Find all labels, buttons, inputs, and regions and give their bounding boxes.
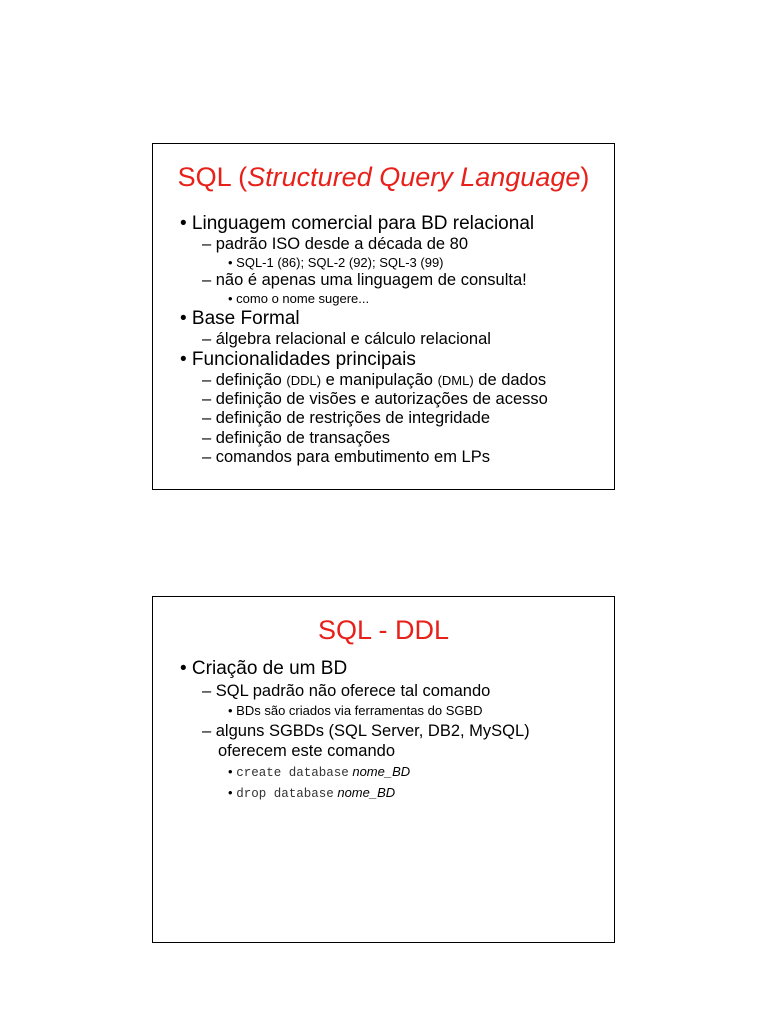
subsub-sql-versions: • SQL-1 (86); SQL-2 (92); SQL-3 (99) <box>228 255 444 270</box>
sub-restricoes-integridade: – definição de restrições de integridade <box>202 409 491 427</box>
ddl-dml-mid: e manipulação <box>321 371 438 389</box>
title-suffix: ) <box>580 162 590 192</box>
sub-embutimento: – comandos para embutimento em LPs <box>202 448 490 466</box>
cmd-code: create database <box>236 766 349 780</box>
subsub-como-nome-sugere: • como o nome sugere... <box>228 291 370 306</box>
cmd-bullet: • <box>228 764 233 779</box>
sub-algebra-calculo: – álgebra relacional e cálculo relacional <box>202 330 491 348</box>
slide-title <box>153 164 614 191</box>
sub-visoes-autorizacoes: – definição de visões e autorizações de acesso <box>202 390 548 408</box>
ddl-dml-post: de dados <box>473 371 547 389</box>
sub-nao-apenas-consulta: – não é apenas uma linguagem de consulta! <box>202 271 527 289</box>
cmd-bullet: • <box>228 785 233 800</box>
ddl-dml-pre: – definição <box>202 371 287 389</box>
cmd-drop-database <box>228 786 395 801</box>
cmd-code: drop database <box>236 787 334 801</box>
bullet-base-formal: • Base Formal <box>180 308 300 329</box>
ddl-abbrev: (DDL) <box>286 373 322 388</box>
slide-title: SQL - DDL <box>317 615 450 645</box>
bullet-linguagem-comercial: • Linguagem comercial para BD relacional <box>180 213 535 234</box>
title-prefix: SQL ( <box>177 162 248 192</box>
sub-transacoes: – definição de transações <box>202 429 391 447</box>
sub-alguns-sgbds-cont: oferecem este comando <box>218 742 396 760</box>
dml-abbrev: (DML) <box>437 373 474 388</box>
cmd-arg: nome_BD <box>352 764 411 779</box>
bullet-funcionalidades: • Funcionalidades principais <box>180 349 416 370</box>
bullet-criacao-bd: • Criação de um BD <box>180 658 348 679</box>
sub-definicao-ddl-dml <box>202 372 546 389</box>
slide-sql-intro <box>152 143 615 490</box>
sub-padrao-iso: – padrão ISO desde a década de 80 <box>202 235 469 253</box>
slide-sql-ddl <box>152 596 615 943</box>
sub-alguns-sgbds: – alguns SGBDs (SQL Server, DB2, MySQL) <box>202 722 530 740</box>
cmd-arg: nome_BD <box>337 785 396 800</box>
sub-sql-padrao: – SQL padrão não oferece tal comando <box>202 682 491 700</box>
subsub-bds-ferramentas: • BDs são criados via ferramentas do SGBD <box>228 703 483 718</box>
cmd-create-database <box>228 765 410 780</box>
title-italic: Structured Query Language <box>247 162 581 192</box>
